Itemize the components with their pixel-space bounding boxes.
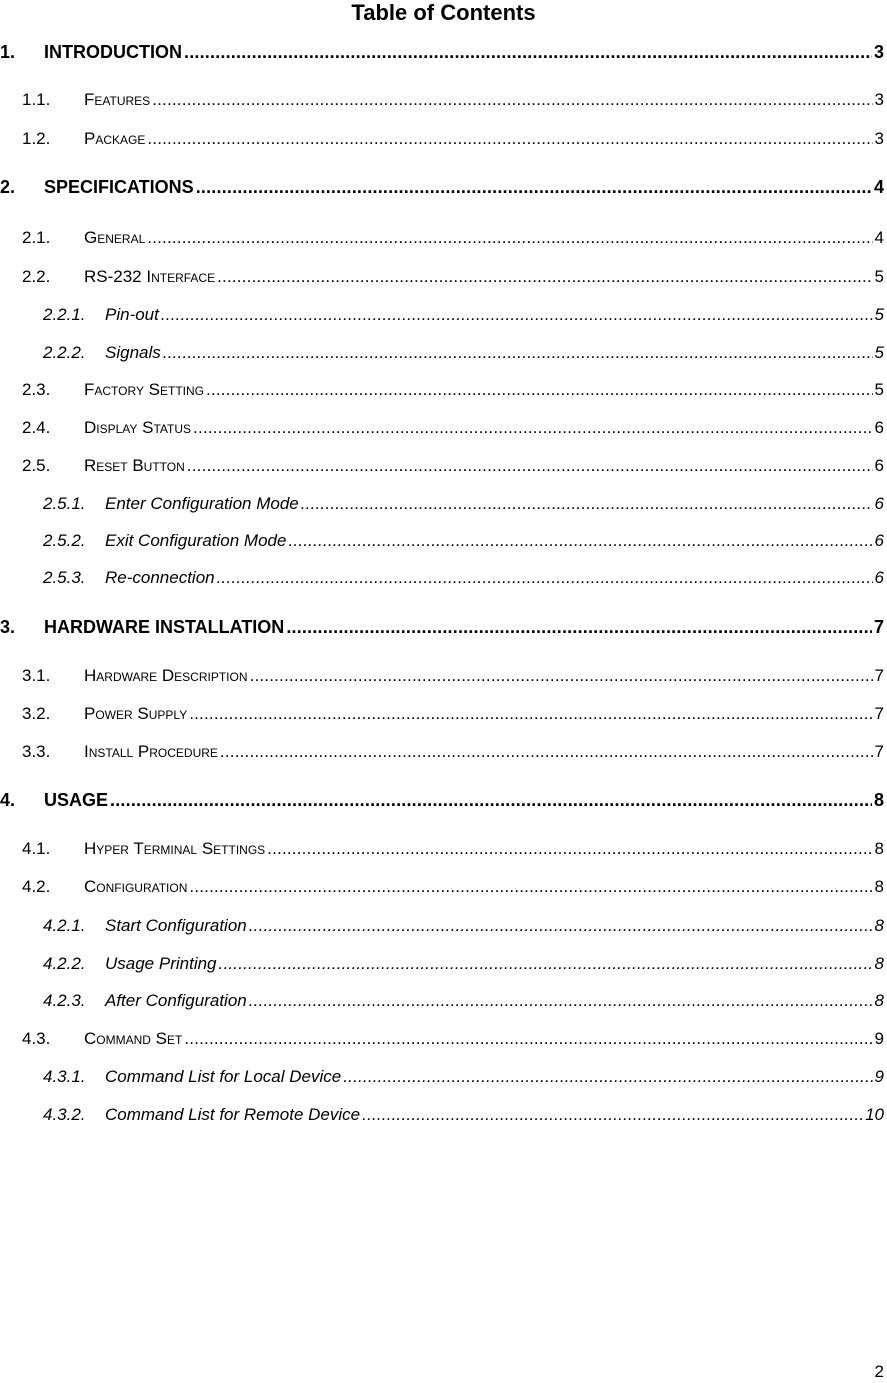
toc-entry-page: 4 — [873, 177, 884, 197]
toc-entry-label: HARDWARE INSTALLATION — [44, 617, 285, 637]
toc-entry-number: 4.2.1. — [43, 916, 86, 935]
toc-entry-label: Factory Setting — [84, 380, 205, 399]
toc-entry-label: Install Procedure — [84, 742, 218, 761]
toc-dot-leader — [147, 129, 872, 149]
toc-dot-leader — [161, 305, 873, 325]
toc-entry-page: 3 — [874, 129, 884, 148]
toc-title: Table of Contents — [351, 0, 536, 25]
toc-entry-page: 5 — [874, 305, 884, 324]
toc-entry-number: 2. — [0, 177, 16, 197]
toc-entry[interactable] — [22, 877, 884, 897]
toc-entry-number: 2.2.2. — [43, 343, 86, 362]
toc-dot-leader — [288, 531, 872, 551]
toc-entry-label: Power Supply — [84, 704, 188, 723]
toc-entry-page: 8 — [873, 790, 884, 810]
toc-entry[interactable] — [43, 305, 884, 325]
toc-entry-number: 4. — [0, 790, 16, 810]
toc-entry-label: After Configuration — [105, 991, 247, 1010]
toc-entry-number: 3.3. — [22, 742, 51, 761]
toc-entry[interactable] — [22, 228, 884, 248]
toc-entry-label: Signals — [105, 343, 161, 362]
toc-entry-page: 8 — [874, 839, 884, 858]
toc-entry[interactable] — [43, 531, 884, 551]
toc-dot-leader — [217, 568, 873, 588]
toc-entry-page: 7 — [874, 704, 884, 723]
toc-entry-label: Features — [84, 90, 151, 109]
toc-dot-leader — [184, 1029, 872, 1049]
toc-entry-page: 9 — [874, 1067, 884, 1086]
toc-entry-page: 7 — [874, 666, 884, 685]
toc-entry-number: 2.2. — [22, 267, 51, 286]
toc-dot-leader — [249, 916, 873, 936]
toc-entry[interactable] — [22, 267, 884, 287]
toc-entry[interactable] — [43, 916, 884, 936]
toc-dot-leader — [343, 1067, 872, 1087]
toc-entry[interactable] — [22, 129, 884, 149]
toc-entry-label: INTRODUCTION — [44, 42, 182, 62]
toc-entry-label: Enter Configuration Mode — [105, 494, 299, 513]
toc-entry-label: USAGE — [44, 790, 109, 810]
toc-entry-label: Command List for Remote Device — [105, 1105, 361, 1124]
toc-entry[interactable] — [22, 380, 884, 400]
toc-entry-label: Hyper Terminal Settings — [84, 839, 266, 858]
page-number: 2 — [874, 1362, 884, 1381]
toc-entry-page: 7 — [874, 742, 884, 761]
toc-entry[interactable] — [0, 790, 884, 810]
toc-dot-leader — [206, 380, 873, 400]
toc-entry-number: 1. — [0, 42, 16, 62]
toc-dot-leader — [110, 790, 872, 810]
toc-entry-page: 5 — [874, 267, 884, 286]
toc-entry[interactable] — [43, 1105, 884, 1125]
toc-entry[interactable] — [0, 177, 884, 197]
toc-entry-page: 3 — [874, 90, 884, 109]
toc-entry-number: 4.3. — [22, 1029, 51, 1048]
toc-entry-number: 2.2.1. — [43, 305, 86, 324]
toc-dot-leader — [217, 267, 872, 287]
toc-dot-leader — [147, 228, 872, 248]
toc-entry-number: 3.2. — [22, 704, 51, 723]
toc-entry-page: 6 — [874, 531, 884, 550]
toc-entry-number: 4.2.2. — [43, 954, 86, 973]
toc-entry-number: 2.3. — [22, 380, 51, 399]
toc-entry-number: 4.3.2. — [43, 1105, 86, 1124]
toc-dot-leader — [219, 954, 873, 974]
toc-entry-number: 3. — [0, 617, 16, 637]
toc-entry-number: 2.4. — [22, 418, 51, 437]
toc-entry-label: Package — [84, 129, 146, 148]
toc-entry-number: 2.5. — [22, 456, 51, 475]
toc-dot-leader — [189, 877, 872, 897]
toc-entry-label: Hardware Description — [84, 666, 248, 685]
toc-dot-leader — [152, 90, 872, 110]
toc-entry-page: 5 — [874, 380, 884, 399]
toc-entry-number: 2.5.1. — [43, 494, 86, 513]
toc-entry-page: 8 — [874, 916, 884, 935]
toc-entry-label: Start Configuration — [105, 916, 247, 935]
toc-entry-page: 10 — [865, 1105, 884, 1124]
toc-dot-leader — [189, 704, 872, 724]
toc-dot-leader — [267, 839, 872, 859]
toc-entry-label: Usage Printing — [105, 954, 217, 973]
toc-entry[interactable] — [22, 839, 884, 859]
toc-entry-page: 6 — [874, 494, 884, 513]
toc-entry[interactable] — [43, 991, 884, 1011]
toc-entry-label: Reset Button — [84, 456, 185, 475]
toc-dot-leader — [301, 494, 873, 514]
toc-entry-number: 4.2.3. — [43, 991, 86, 1010]
toc-entry[interactable] — [43, 343, 884, 363]
toc-entry[interactable] — [22, 1029, 884, 1049]
toc-entry-label: Re-connection — [105, 568, 215, 587]
toc-entry[interactable] — [0, 42, 884, 62]
toc-entry-page: 8 — [874, 877, 884, 896]
toc-entry[interactable] — [22, 456, 884, 476]
toc-entry-page: 3 — [873, 42, 884, 62]
toc-entry-page: 8 — [874, 991, 884, 1010]
toc-dot-leader — [286, 617, 872, 637]
toc-dot-leader — [249, 991, 873, 1011]
toc-entry-label: SPECIFICATIONS — [44, 177, 194, 197]
toc-entry-page: 6 — [874, 568, 884, 587]
toc-entry-page: 4 — [874, 228, 884, 247]
toc-entry-page: 5 — [874, 343, 884, 362]
toc-entry-label: Exit Configuration Mode — [105, 531, 287, 550]
toc-entry-label: Display Status — [84, 418, 192, 437]
toc-entry-number: 4.1. — [22, 839, 51, 858]
toc-entry-label: Command List for Local Device — [105, 1067, 342, 1086]
toc-entry-number: 3.1. — [22, 666, 51, 685]
toc-entry-label: General — [84, 228, 146, 247]
toc-entry-number: 2.5.3. — [43, 568, 86, 587]
toc-entry-page: 9 — [874, 1029, 884, 1048]
toc-entry-label: RS-232 Interface — [84, 267, 216, 286]
toc-entry[interactable] — [0, 617, 884, 637]
toc-entry[interactable] — [43, 568, 884, 588]
toc-dot-leader — [193, 418, 873, 438]
toc-entry-number: 2.1. — [22, 228, 51, 247]
toc-dot-leader — [163, 343, 873, 363]
toc-entry[interactable] — [22, 704, 884, 724]
toc-dot-leader — [250, 666, 873, 686]
toc-dot-leader — [220, 742, 873, 762]
toc-entry-page: 6 — [874, 456, 884, 475]
toc-entry[interactable] — [43, 494, 884, 514]
toc-dot-leader — [196, 177, 872, 197]
toc-entry-page: 8 — [874, 954, 884, 973]
toc-dot-leader — [362, 1105, 863, 1125]
toc-dot-leader — [184, 42, 872, 62]
toc-entry[interactable] — [22, 666, 884, 686]
toc-entry[interactable] — [22, 90, 884, 110]
toc-entry-label: Configuration — [84, 877, 188, 896]
toc-entry-page: 6 — [874, 418, 884, 437]
toc-entry-number: 1.1. — [22, 90, 51, 109]
toc-entry-label: Command Set — [84, 1029, 183, 1048]
toc-entry[interactable] — [43, 954, 884, 974]
toc-dot-leader — [187, 456, 873, 476]
toc-entry[interactable] — [22, 742, 884, 762]
toc-entry[interactable] — [43, 1067, 884, 1087]
toc-entry-number: 4.3.1. — [43, 1067, 86, 1086]
toc-entry-number: 2.5.2. — [43, 531, 86, 550]
toc-entry[interactable] — [22, 418, 884, 438]
toc-entry-number: 1.2. — [22, 129, 51, 148]
toc-entry-label: Pin-out — [105, 305, 159, 324]
toc-entry-page: 7 — [873, 617, 884, 637]
toc-entry-number: 4.2. — [22, 877, 51, 896]
